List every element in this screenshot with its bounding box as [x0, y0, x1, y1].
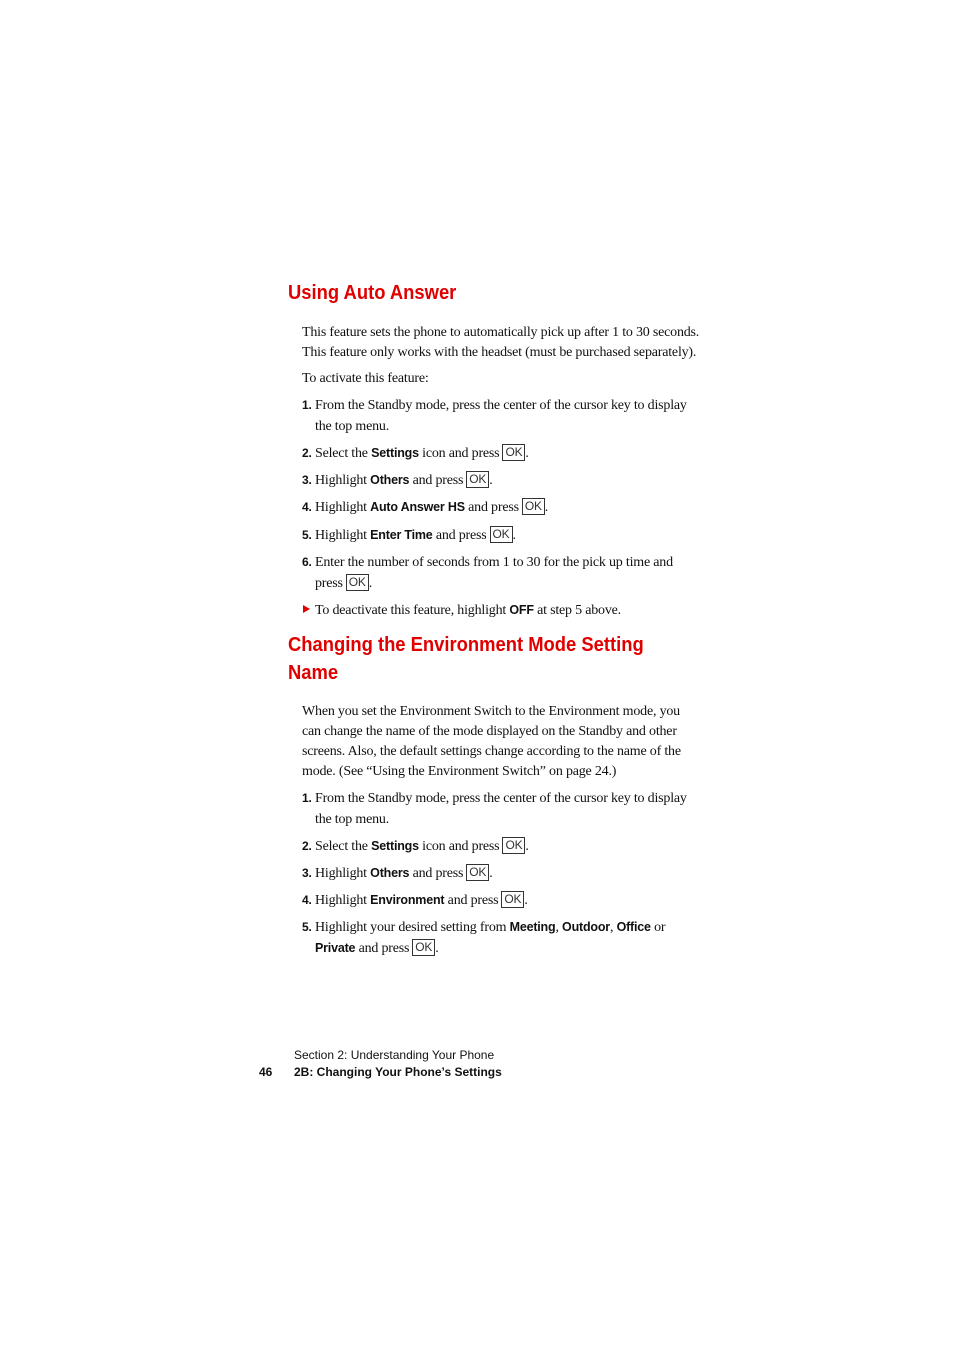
intro-line: This feature only works with the headset (must be purchased separately).: [302, 345, 697, 360]
step-number: 1.: [302, 791, 312, 805]
keyword-private: Private: [315, 941, 356, 955]
step-text: Highlight: [315, 500, 371, 515]
step-number: 2.: [302, 839, 312, 853]
step-text: the top menu.: [315, 419, 389, 434]
footer-section-label: Section 2: Understanding Your Phone: [294, 1048, 495, 1062]
step-text: and press: [409, 473, 464, 488]
step-3: 3. Highlight Others and press OK .: [302, 863, 493, 884]
step-number: 2.: [302, 446, 312, 460]
step-5: 5. Highlight your desired setting from Meeting, Outdoor, Office or Private and press OK .: [302, 917, 665, 959]
keyword-meeting: Meeting: [509, 920, 556, 934]
step-text: Highlight: [315, 866, 371, 881]
step-text: and press: [432, 528, 487, 543]
keyword-outdoor: Outdoor: [562, 920, 610, 934]
step-text: icon and press: [418, 839, 500, 854]
step-text: Highlight: [315, 893, 371, 908]
step-3: 3. Highlight Others and press OK .: [302, 470, 493, 491]
ok-key-icon: OK: [346, 574, 369, 591]
keyword-others: Others: [370, 866, 410, 880]
step-text: Highlight: [315, 473, 371, 488]
separator: ,: [609, 920, 617, 935]
ok-key-icon: OK: [502, 837, 525, 854]
step-number: 6.: [302, 555, 312, 569]
section-heading-auto-answer: Using Auto Answer: [288, 282, 457, 304]
footer-chapter-label: 2B: Changing Your Phone’s Settings: [294, 1065, 502, 1079]
step-text: icon and press: [418, 446, 500, 461]
step-text: Select the: [315, 446, 372, 461]
ok-key-icon: OK: [412, 939, 435, 956]
keyword-enter-time: Enter Time: [370, 528, 433, 542]
intro-paragraph: [302, 702, 681, 782]
triangle-bullet-icon: [303, 605, 310, 613]
intro-line: When you set the Environment Switch to the Environment mode, you: [302, 704, 680, 719]
step-number: 5.: [302, 920, 312, 934]
step-number: 4.: [302, 893, 312, 907]
intro-line: mode. (See “Using the Environment Switch” on page 24.): [302, 764, 617, 779]
step-4: 4. Highlight Auto Answer HS and press OK .: [302, 497, 548, 518]
step-1: [302, 395, 687, 437]
activate-text: To activate this feature:: [302, 371, 429, 386]
separator: or: [650, 920, 666, 935]
ok-key-icon: OK: [466, 471, 489, 488]
ok-key-icon: OK: [522, 498, 545, 515]
step-number: 1.: [302, 398, 312, 412]
section-heading-environment-mode: [288, 631, 644, 687]
intro-line: This feature sets the phone to automatically pick up after 1 to 30 seconds.: [302, 325, 700, 340]
step-6: 6. Enter the number of seconds from 1 to 30 for the pick up time and press OK .: [302, 552, 673, 594]
step-text: Highlight: [315, 528, 371, 543]
keyword-office: Office: [616, 920, 651, 934]
tip-text: at step 5 above.: [533, 603, 621, 618]
keyword-settings: Settings: [371, 446, 419, 460]
step-text: and press: [444, 893, 499, 908]
step-text: and press: [355, 941, 410, 956]
step-number: 4.: [302, 500, 312, 514]
page-number: 46: [259, 1065, 273, 1079]
ok-key-icon: OK: [466, 864, 489, 881]
separator: ,: [555, 920, 563, 935]
ok-key-icon: OK: [501, 891, 524, 908]
keyword-off: OFF: [509, 603, 534, 617]
intro-line: can change the name of the mode displayed on the Standby and other: [302, 724, 677, 739]
step-2: 2. Select the Settings icon and press OK .: [302, 836, 529, 857]
keyword-settings: Settings: [371, 839, 419, 853]
step-text: From the Standby mode, press the center of the cursor key to display: [315, 791, 687, 806]
ok-key-icon: OK: [502, 444, 525, 461]
heading-line: Changing the Environment Mode Setting: [288, 634, 644, 656]
step-number: 3.: [302, 866, 312, 880]
keyword-environment: Environment: [370, 893, 445, 907]
step-1: [302, 788, 687, 830]
step-4: 4. Highlight Environment and press OK .: [302, 890, 528, 911]
step-text: Select the: [315, 839, 372, 854]
step-5: 5. Highlight Enter Time and press OK .: [302, 525, 516, 546]
step-2: 2. Select the Settings icon and press OK .: [302, 443, 529, 464]
intro-line: screens. Also, the default settings change according to the name of the: [302, 744, 681, 759]
ok-key-icon: OK: [490, 526, 513, 543]
step-text: the top menu.: [315, 812, 389, 827]
step-text: and press: [409, 866, 464, 881]
tip-note: [302, 600, 621, 621]
keyword-auto-answer-hs: Auto Answer HS: [370, 500, 465, 514]
step-text: and press: [464, 500, 519, 515]
step-text: press: [315, 576, 343, 591]
keyword-others: Others: [370, 473, 410, 487]
tip-text: To deactivate this feature, highlight: [315, 603, 510, 618]
step-text: Highlight your desired setting from: [315, 920, 510, 935]
step-number: 3.: [302, 473, 312, 487]
heading-line: Name: [288, 662, 339, 684]
step-number: 5.: [302, 528, 312, 542]
intro-paragraph: [302, 323, 699, 363]
step-text: Enter the number of seconds from 1 to 30 for the pick up time and: [315, 555, 673, 570]
step-text: From the Standby mode, press the center of the cursor key to display: [315, 398, 687, 413]
